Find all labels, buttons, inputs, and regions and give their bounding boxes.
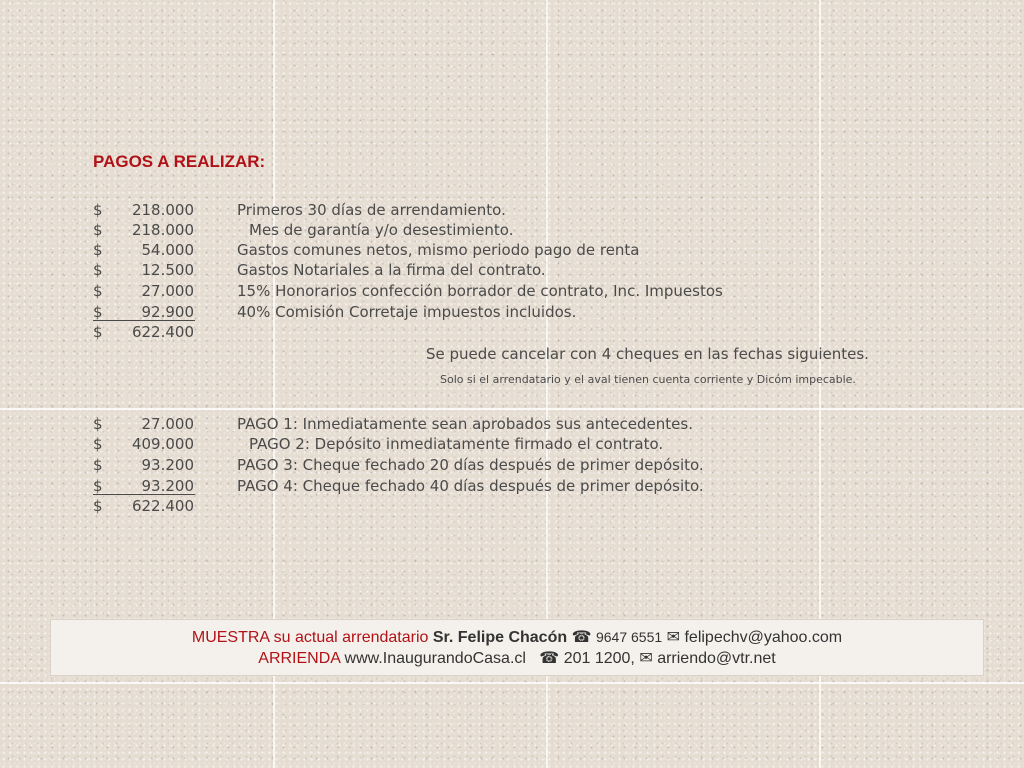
payment-row — [0, 220, 514, 240]
contact-line-agency — [51, 649, 983, 669]
installment-row — [0, 414, 693, 434]
payment-amount: 218.000 — [131, 221, 194, 239]
mail-icon: ✉ — [666, 629, 681, 646]
tenant-lead: MUESTRA su actual arrendatario — [191, 629, 429, 646]
currency-symbol: $ — [93, 303, 103, 321]
currency-symbol: $ — [93, 261, 103, 279]
mail-icon: ✉ — [639, 650, 653, 667]
agency-lead: ARRIENDA — [258, 650, 341, 667]
installment-row — [0, 434, 664, 454]
installment-row — [0, 476, 704, 496]
payment-description: Gastos comunes netos, mismo periodo pago de renta — [237, 241, 640, 259]
currency-symbol: $ — [93, 282, 103, 300]
currency-symbol: $ — [93, 435, 103, 453]
payment-amount: 27.000 — [141, 282, 194, 300]
payment-amount: 218.000 — [131, 201, 194, 219]
payment-description: Gastos Notariales a la firma del contrato. — [237, 261, 546, 279]
contact-footer — [50, 619, 984, 676]
currency-symbol: $ — [93, 201, 103, 219]
payment-amount: 92.900 — [141, 303, 194, 321]
phone-icon: ☎ — [539, 650, 560, 667]
payment-amount: 12.500 — [141, 261, 194, 279]
phone-icon: ☎ — [571, 629, 592, 646]
installment-amount: 93.200 — [141, 456, 194, 474]
payment-description: 15% Honorarios confección borrador de contrato, Inc. Impuestos — [237, 282, 723, 300]
payment-description: Primeros 30 días de arrendamiento. — [237, 201, 506, 219]
agency-email[interactable]: arriendo@vtr.net — [657, 650, 776, 667]
payment-row — [0, 240, 640, 260]
total-amount: 622.400 — [131, 497, 194, 515]
installments-total-row — [0, 496, 194, 516]
installment-description: PAGO 2: Depósito inmediatamente firmado el contrato. — [249, 435, 664, 453]
currency-symbol: $ — [93, 456, 103, 474]
installment-row — [0, 455, 704, 475]
installment-description: PAGO 3: Cheque fechado 20 días después de primer depósito. — [237, 456, 704, 474]
conditions-note: Solo si el arrendatario y el aval tienen cuenta corriente y Dicóm impecable. — [440, 373, 856, 386]
currency-symbol: $ — [93, 477, 103, 495]
payment-row — [0, 260, 546, 280]
payment-amount: 54.000 — [141, 241, 194, 259]
total-amount: 622.400 — [131, 323, 194, 341]
cheques-note: Se puede cancelar con 4 cheques en las fechas siguientes. — [426, 345, 869, 363]
currency-symbol: $ — [93, 415, 103, 433]
installment-amount: 409.000 — [131, 435, 194, 453]
currency-symbol: $ — [93, 323, 103, 341]
installment-description: PAGO 4: Cheque fechado 40 días después de primer depósito. — [237, 477, 704, 495]
payments-total-row — [0, 322, 194, 342]
agency-phone: 201 1200, — [563, 650, 635, 667]
payment-description: Mes de garantía y/o desestimiento. — [249, 221, 514, 239]
installment-amount: 27.000 — [141, 415, 194, 433]
payment-description: 40% Comisión Corretaje impuestos incluidos. — [237, 303, 577, 321]
installment-amount: 93.200 — [141, 477, 194, 495]
installment-description: PAGO 1: Inmediatamente sean aprobados sus antecedentes. — [237, 415, 693, 433]
agency-website[interactable]: www.InaugurandoCasa.cl — [344, 650, 526, 667]
tenant-name: Sr. Felipe Chacón — [432, 629, 568, 646]
contact-line-tenant — [51, 627, 983, 648]
tenant-phone: 9647 6551 — [595, 629, 663, 645]
currency-symbol: $ — [93, 241, 103, 259]
page-title: PAGOS A REALIZAR: — [93, 152, 266, 171]
currency-symbol: $ — [93, 221, 103, 239]
tenant-email[interactable]: felipechv@yahoo.com — [684, 629, 843, 646]
grid-line — [0, 408, 1024, 410]
payment-row — [0, 200, 506, 220]
payment-row — [0, 281, 723, 301]
currency-symbol: $ — [93, 497, 103, 515]
payment-row — [0, 302, 577, 322]
grid-line — [0, 682, 1024, 684]
